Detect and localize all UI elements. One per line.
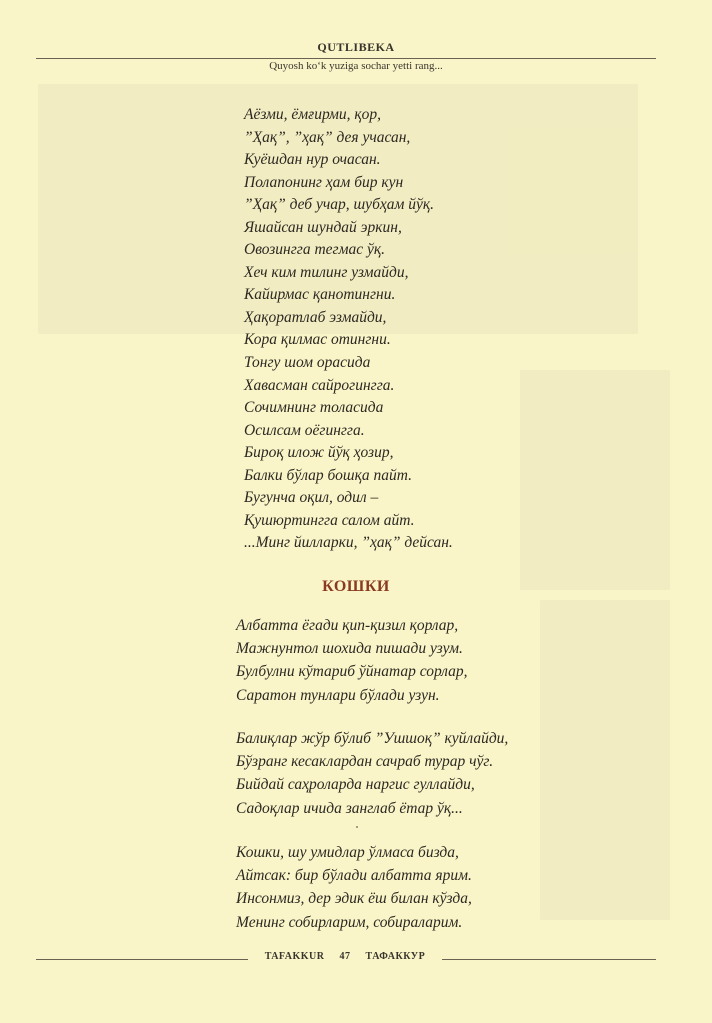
poem-line: Яшайсан шундай эркин, bbox=[244, 218, 402, 236]
poem-line: Аёзми, ёмғирми, қор, bbox=[244, 106, 381, 123]
show-through-block bbox=[520, 370, 670, 590]
footer-text bbox=[250, 951, 440, 962]
poem-line: Инсонмиз, дер эдик ёш билан кўзда, bbox=[236, 890, 472, 908]
header-title: QUTLIBEKA bbox=[317, 40, 395, 54]
section-title: КОШКИ bbox=[322, 578, 390, 595]
poem-line: Менинг собирларим, собираларим. bbox=[236, 913, 463, 931]
poem-line: Саратон тунлари бўлади узун. bbox=[236, 686, 440, 704]
poem-line: Бугунча оқил, одил – bbox=[244, 489, 379, 507]
poem-line: Айтсак: бир бўлади албатта ярим. bbox=[236, 867, 472, 885]
poem-line: Садоқлар ичида занглаб ётар ўқ... bbox=[236, 799, 463, 817]
poem-line: Сочимнинг толасида bbox=[244, 399, 384, 417]
stanza-1 bbox=[236, 614, 467, 707]
header-rule bbox=[36, 58, 656, 59]
stray-dot bbox=[356, 826, 358, 828]
poem-line: ”Ҳақ”, ”ҳақ” дея учасан, bbox=[244, 128, 411, 146]
header-subtitle: Quyosh ko‘k yuziga sochar yetti rang... bbox=[269, 60, 443, 72]
page-number: 47 bbox=[339, 951, 351, 962]
poem-line: Осилсам оёгингга. bbox=[244, 421, 365, 439]
poem-line: Овозингга тегмас ўқ. bbox=[244, 241, 385, 259]
stanza-3 bbox=[236, 841, 472, 934]
poem-line: Кайирмас қанотингни. bbox=[244, 286, 396, 304]
poem-line: Бийдай саҳроларда наргис гуллайди, bbox=[236, 776, 475, 794]
poem-line: ”Ҳақ” деб учар, шубҳам йўқ. bbox=[244, 196, 435, 214]
poem-line: Балиқлар жўр бўлиб ”Ушшоқ” куйлайди, bbox=[236, 730, 509, 747]
poem-line: Кошки, шу умидлар ўлмаса бизда, bbox=[236, 844, 459, 861]
poem-line: Бироқ илож йўқ ҳозир, bbox=[244, 444, 394, 462]
poem-line: Қушюртингга салом айт. bbox=[244, 511, 415, 529]
poem-line: Мажнунтол шохида пишади узум. bbox=[236, 640, 463, 658]
poem-line: Хеч ким тилинг узмайди, bbox=[244, 263, 409, 281]
poem-line: Полапонинг ҳам бир кун bbox=[244, 173, 404, 191]
poem-line: Ҳақоратлаб эзмайди, bbox=[244, 308, 387, 326]
poem-line: Хавасман сайрогингга. bbox=[244, 376, 395, 394]
running-footer bbox=[0, 951, 712, 967]
poem-part1 bbox=[244, 104, 453, 555]
poem-line: Албатта ёгади қип-қизил қорлар, bbox=[236, 617, 459, 634]
stanza-2 bbox=[236, 727, 508, 820]
poem-line: Булбулни кўтариб ўйнатар сорлар, bbox=[236, 663, 468, 681]
poem-line: Балки бўлар бошқа пайт. bbox=[244, 466, 412, 484]
poem-line: Бўзранг кесаклардан сачраб турар чўг. bbox=[236, 753, 494, 771]
footer-journal-latin: TAFAKKUR bbox=[264, 951, 325, 962]
show-through-block bbox=[540, 600, 670, 920]
footer-rule-left bbox=[36, 959, 248, 960]
poem-line: Тонгу шом орасида bbox=[244, 354, 371, 372]
poem-line: Куёшдан нур очасан. bbox=[244, 151, 381, 169]
footer-journal-cyrillic: ТАФАККУР bbox=[365, 951, 426, 962]
poem-line: Кора қилмас отингни. bbox=[244, 331, 391, 349]
footer-rule-right bbox=[442, 959, 656, 960]
poem-line: ...Минг йилларки, ”ҳақ” дейсан. bbox=[244, 534, 453, 552]
running-header bbox=[0, 40, 712, 72]
